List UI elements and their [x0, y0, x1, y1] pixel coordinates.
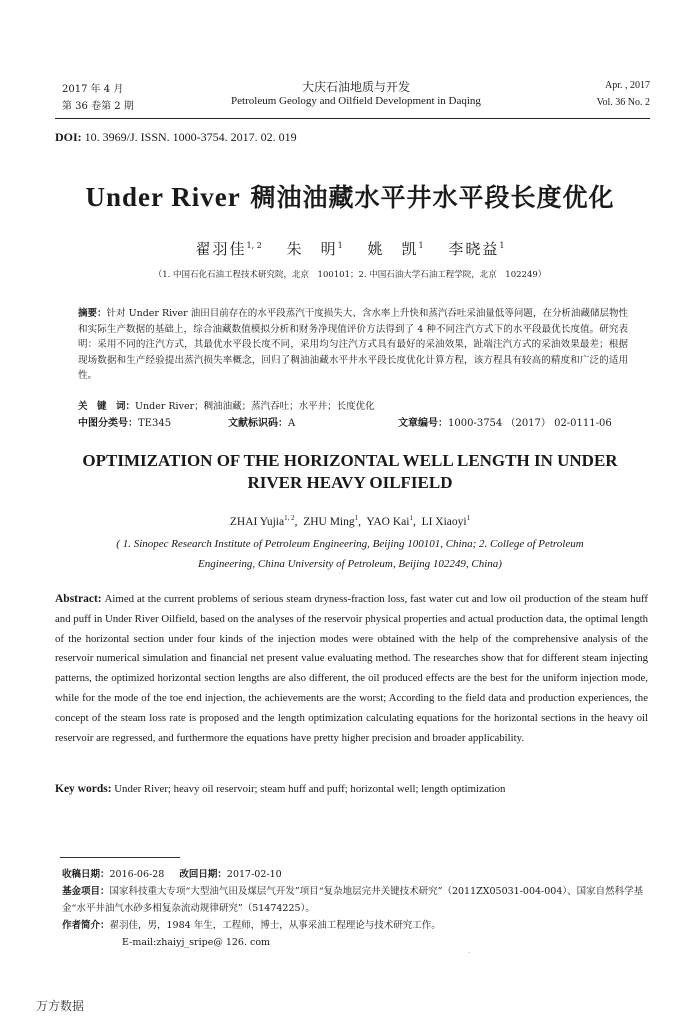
- revised-label: 改回日期：: [179, 869, 227, 880]
- abstract-en: [55, 590, 648, 748]
- author-en-1-sup: 1, 2: [284, 514, 295, 522]
- abstract-zh-label: 摘要：: [78, 308, 107, 319]
- authors-zh: [0, 238, 700, 259]
- author-zh-1: 翟羽佳: [195, 240, 247, 258]
- abstract-en-label: Abstract:: [55, 593, 102, 605]
- author-zh-3: 姚 凯: [367, 240, 419, 258]
- abstract-en-text: Aimed at the current problems of serious steam dryness-fraction loss, fast water cut and low oil production of the steam huff and puff in Under River Oilfield, based on the analyses of the reservoir physical properties and actual production data, the optimal length of the horizontal section under four kinds of the injection modes were obtained with the help of the comprehensive analysis of the reservoir numerical simulation and financial net present value evaluating method. The researches show that for different steam injecting patterns, the optimized horizontal section lengths are also different, the oil produced effects are the best for the uniform injection mode, while for the mode of the toe end injection, the achievements are the worst; According to the field data and production experiences, the concept of the steam loss rate is proposed and the length optimization calculating equations for the horizontal sections in the heavy oil reservoir are regressed, and furthermore the equations have pretty higher precision and broader applicability.: [55, 593, 648, 744]
- author-zh-2: 朱 明: [286, 240, 338, 258]
- doi-line: [55, 130, 297, 145]
- author-zh-2-sup: 1: [337, 241, 343, 250]
- header-date-en: Apr. , 2017: [605, 80, 650, 91]
- abstract-zh: [78, 306, 628, 384]
- author-bio-label: 作者简介：: [62, 920, 110, 931]
- fund-label: 基金项目：: [62, 886, 110, 897]
- title-en-part: Under River: [85, 182, 241, 212]
- document-code: [228, 414, 295, 429]
- keywords-en-text: Under River; heavy oil reservoir; steam huff and puff; horizontal well; length optimization: [114, 783, 506, 795]
- header-date: 2017 年 4 月: [62, 84, 124, 95]
- header-volume-en: Vol. 36 No. 2: [596, 97, 650, 108]
- footnote-fund: [62, 883, 648, 917]
- keywords-zh-text: Under River；稠油油藏；蒸汽吞吐；水平井；长度优化: [135, 401, 375, 412]
- journal-name-en: Petroleum Geology and Oilfield Development in Daqing: [231, 95, 481, 107]
- footnote: [62, 866, 648, 951]
- article-number: [398, 414, 612, 429]
- author-en-1: ZHAI Yujia: [229, 515, 285, 528]
- title-zh-part: 稠油油藏水平井水平段长度优化: [250, 183, 615, 212]
- author-en-3-sup: 1: [409, 514, 413, 522]
- keywords-en-label: Key words:: [55, 783, 112, 795]
- header-issue: 第 36 卷第 2 期: [62, 101, 134, 112]
- footnote-dates: [62, 866, 648, 883]
- article-title-zh: [0, 178, 700, 214]
- author-zh-4: 李晓益: [448, 240, 500, 258]
- scan-mark: .: [468, 946, 471, 955]
- clc-number: [78, 414, 171, 429]
- art-label: 文章编号：: [398, 418, 448, 429]
- affiliation-zh: （1. 中国石化石油工程技术研究院，北京 100101；2. 中国石油大学石油工程学院，北京 102249）: [153, 270, 547, 280]
- footnote-author: [62, 917, 648, 934]
- running-header: [62, 80, 650, 118]
- author-en-3: YAO Kai: [366, 515, 410, 528]
- footnote-rule: [60, 857, 180, 858]
- doi-label: DOI:: [55, 130, 82, 144]
- watermark: 万方数据: [36, 999, 85, 1013]
- author-en-2-sup: 1: [354, 514, 359, 522]
- keywords-zh-label: 关 键 词：: [78, 401, 136, 412]
- fund-text: 国家科技重大专项“大型油气田及煤层气开发”项目“复杂地层完井关键技术研究”（2011ZX05031-004-004）、国家自然科学基金“水平井油气水砂多相复杂流动规律研究”（51474225）。: [62, 886, 644, 914]
- author-zh-1-sup: 1, 2: [246, 241, 262, 250]
- art-value: 1000-3754 （2017） 02-0111-06: [448, 418, 612, 429]
- article-title-en: OPTIMIZATION OF THE HORIZONTAL WELL LENGTH IN UNDER RIVER HEAVY OILFIELD: [82, 451, 618, 492]
- journal-name-zh: 大庆石油地质与开发: [301, 80, 410, 94]
- doc-value: A: [288, 418, 296, 429]
- footnote-email: E-mail:zhaiyj_sripe@ 126. com: [122, 937, 271, 948]
- author-en-4: LI Xiaoyi: [421, 515, 467, 528]
- keywords-zh: [78, 398, 628, 412]
- doi-value: 10. 3969/J. ISSN. 1000-3754. 2017. 02. 019: [84, 130, 297, 144]
- author-en-4-sup: 1: [466, 514, 471, 522]
- authors-en: ZHAI Yujia$^{1, 2}$, ZHU Ming$^1$, YAO Kai$^1$, LI Xiaoyi$^1$: [229, 514, 471, 528]
- doc-label: 文献标识码：: [228, 418, 288, 429]
- author-zh-4-sup: 1: [499, 241, 505, 250]
- author-en-2: ZHU Ming: [303, 515, 355, 528]
- received-label: 收稿日期：: [62, 869, 110, 880]
- abstract-zh-text: 针对 Under River 油田目前存在的水平段蒸汽干度损失大、含水率上升快和蒸汽吞吐采油量低等问题，在分析油藏储层物性和实际生产数据的基础上，综合油藏数值模拟分析和财务净现值评价方法得到了 4 种不同注汽方式下的水平段最优长度值。研究表明：采用不同的注汽方式，其最优水平段长度不同，采用均匀注汽方式具有最好的采油效果，趾端注汽方式的采油效果最差；根据现场数据和生产经验提出蒸汽损失率概念，回归了稠油油藏水平井水平段长度优化计算方程，该方程具有较高的精度和广泛的适用性。: [78, 308, 628, 381]
- header-rule: [55, 118, 650, 119]
- received-value: 2016-06-28: [109, 869, 165, 880]
- author-zh-3-sup: 1: [418, 241, 424, 250]
- keywords-en: [55, 783, 648, 795]
- author-bio-text: 翟羽佳，男，1984 年生，工程师，博士，从事采油工程理论与技术研究工作。: [109, 920, 441, 931]
- clc-label: 中图分类号：: [78, 418, 138, 429]
- revised-value: 2017-02-10: [226, 869, 282, 880]
- clc-value: TE345: [138, 418, 172, 429]
- affiliation-en: ( 1. Sinopec Research Institute of Petroleum Engineering, Beijing 100101, China; 2. College of Petroleum Engineering, China University of Petroleum, Beijing 102249, China): [116, 538, 584, 570]
